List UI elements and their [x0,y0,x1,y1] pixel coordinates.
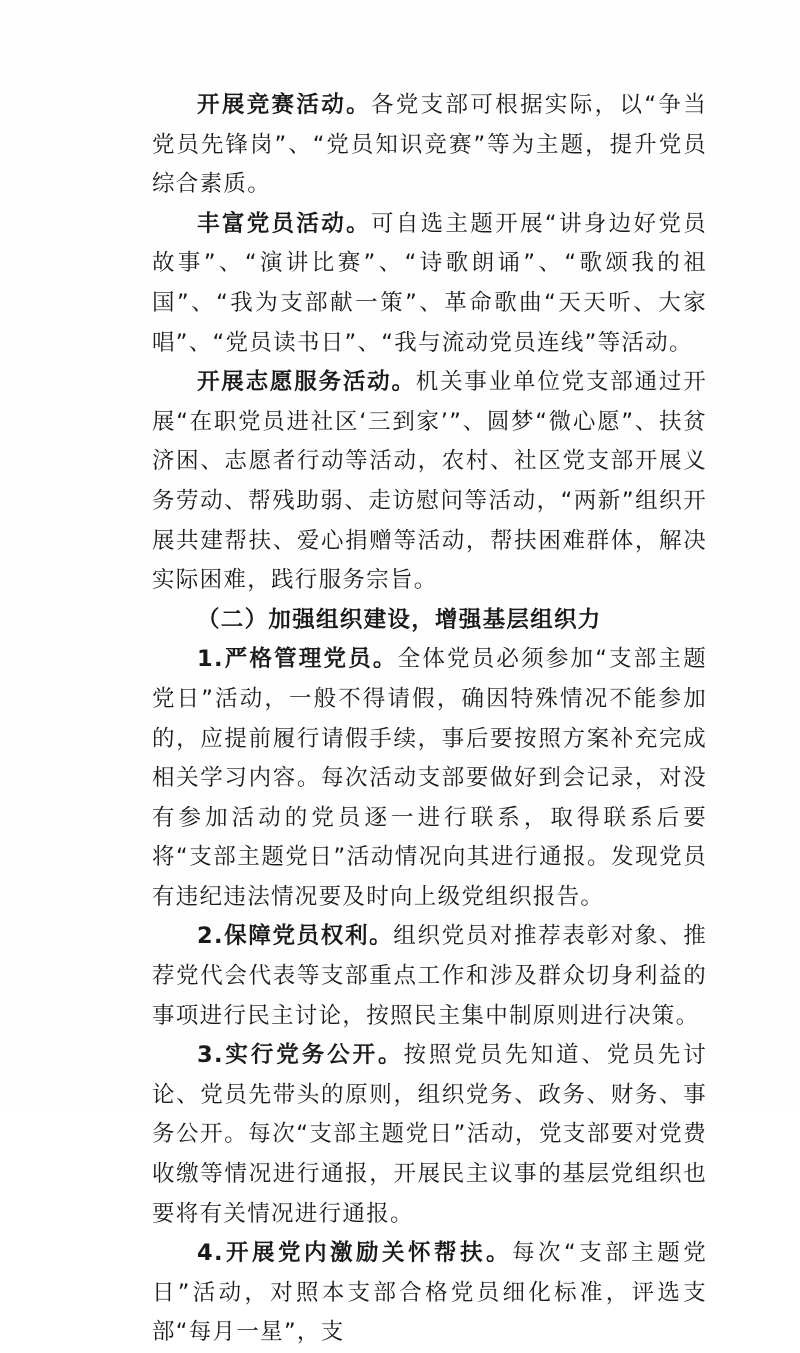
item-party-affairs [152,1036,707,1234]
item-lead: 1.严格管理党员。 [197,646,398,673]
document-body [152,86,707,1353]
item-lead: 3.实行党务公开。 [197,1042,404,1069]
item-text: 组织党员对推荐表彰对象、推荐党代会代表等支部重点工作和涉及群众切身利益的事项进行民主讨论，按照民主集中制原则进行决策。 [152,923,707,1029]
paragraph-volunteer [152,363,707,601]
paragraph-text: 机关事业单位党支部通过开展“在职党员进社区‘三到家’”、圆梦“微心愿”、扶贫济困、志愿者行动等活动，农村、社区党支部开展义务劳动、帮残助弱、走访慰问等活动，“两新”组织开展共建帮扶、爱心捐赠等活动，帮扶困难群体，解决实际困难，践行服务宗旨。 [152,369,708,594]
item-member-rights [152,917,707,1036]
item-text: 全体党员必须参加“支部主题党日”活动，一般不得请假，确因特殊情况不能参加的，应提前履行请假手续，事后要按照方案补充完成相关学习内容。每次活动支部要做好到会记录，对没有参加活动的党员逐一进行联系，取得联系后要将“支部主题党日”活动情况向其进行通报。发现党员有违纪违法情况要及时向上级党组织报告。 [152,646,708,910]
paragraph-lead: 开展竞赛活动。 [197,92,371,118]
item-text: 按照党员先知道、党员先讨论、党员先带头的原则，组织党务、政务、财务、事务公开。每次“支部主题党日”活动，党支部要对党费收缴等情况进行通报，开展民主议事的基层党组织也要将有关情况进行通报。 [152,1042,707,1227]
section-heading: （二）加强组织建设，增强基层组织力 [197,606,602,633]
paragraph-text: 可自选主题开展“讲身边好党员故事”、“演讲比赛”、“诗歌朗诵”、“歌颂我的祖国”、“我为支部献一策”、革命歌曲“天天听、大家唱”、“党员读书日”、“我与流动党员连线”等活动。 [152,210,707,356]
paragraph-text: 各党支部可根据实际，以“争当党员先锋岗”、“党员知识竞赛”等为主题，提升党员综合素质。 [152,92,707,198]
item-lead: 2.保障党员权利。 [197,923,394,950]
item-lead: 4.开展党内激励关怀帮扶。 [197,1240,513,1267]
paragraph-lead: 丰富党员活动。 [197,210,371,237]
paragraph-competition [152,86,707,205]
paragraph-lead: 开展志愿服务活动。 [197,369,416,396]
item-manage-members [152,640,707,917]
item-incentive-care [152,1234,707,1353]
paragraph-activities [152,205,707,363]
item-text: 每次“支部主题党日”活动，对照本支部合格党员细化标准，评选支部“每月一星”，支 [152,1240,707,1346]
